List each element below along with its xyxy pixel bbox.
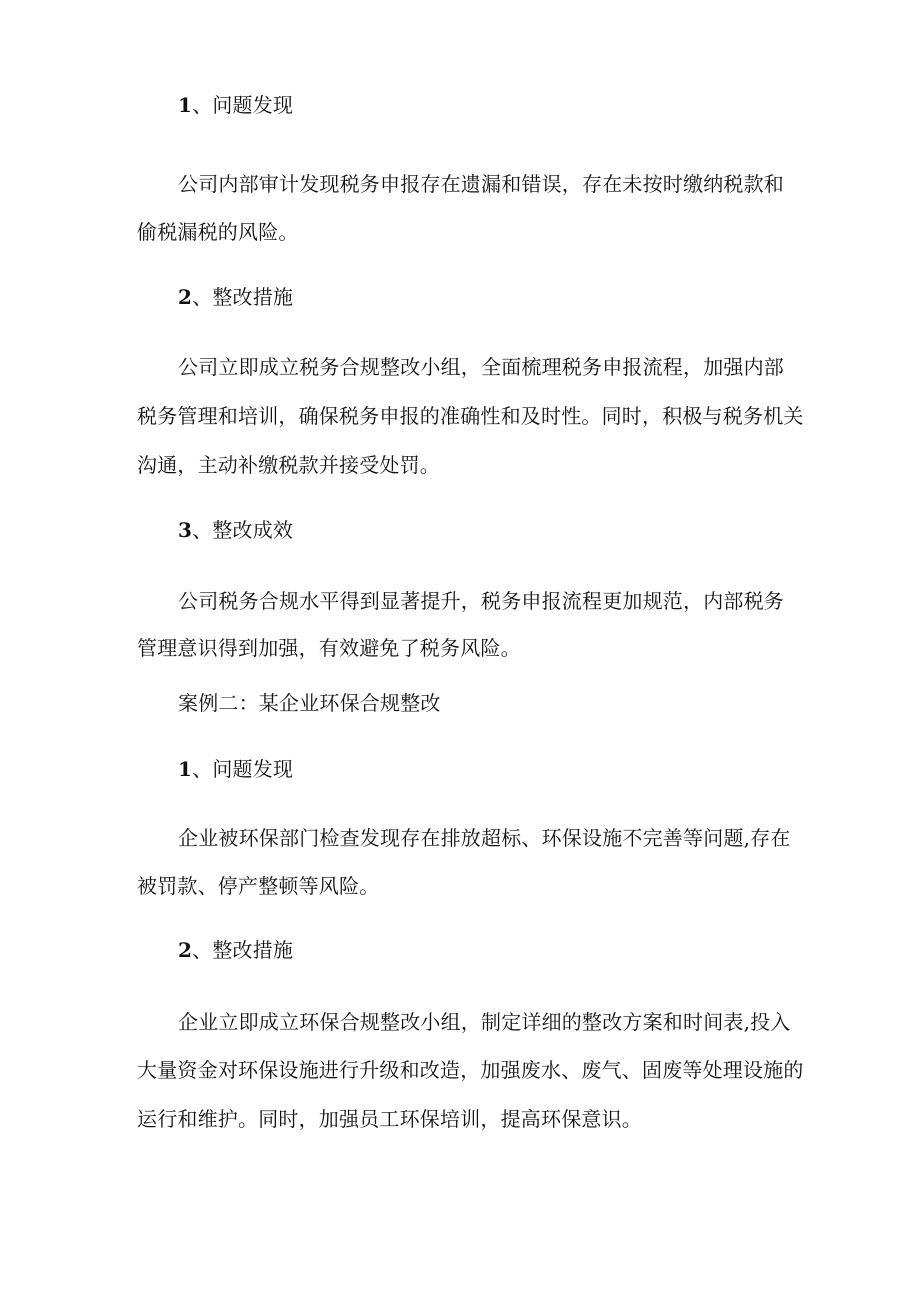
section-number: 2 <box>178 285 193 309</box>
section-title: 、整改措施 <box>192 285 294 309</box>
paragraph-line: 企业被环保部门检查发现存在排放超标、环保设施不完善等问题,存在 <box>178 826 791 850</box>
section-heading <box>178 938 293 962</box>
paragraph-line: 偷税漏税的风险。 <box>137 220 299 244</box>
section-title: 、问题发现 <box>192 757 294 781</box>
section-title: 、整改成效 <box>192 518 294 542</box>
section-heading <box>178 285 293 309</box>
paragraph-line: 公司税务合规水平得到显著提升，税务申报流程更加规范，内部税务 <box>178 589 784 613</box>
paragraph-line: 税务管理和培训，确保税务申报的准确性和及时性。同时，积极与税务机关 <box>137 404 804 428</box>
paragraph-line: 企业立即成立环保合规整改小组，制定详细的整改方案和时间表,投入 <box>178 1010 791 1034</box>
paragraph-line: 被罚款、停产整顿等风险。 <box>137 874 380 898</box>
paragraph-line: 公司内部审计发现税务申报存在遗漏和错误，存在未按时缴纳税款和 <box>178 172 784 196</box>
paragraph-line: 公司立即成立税务合规整改小组，全面梳理税务申报流程，加强内部 <box>178 355 784 379</box>
section-number: 1 <box>178 757 193 781</box>
paragraph-line: 管理意识得到加强，有效避免了税务风险。 <box>137 636 521 660</box>
paragraph-line: 大量资金对环保设施进行升级和改造，加强废水、废气、固废等处理设施的 <box>137 1058 804 1082</box>
section-number: 3 <box>178 518 193 542</box>
section-heading <box>178 757 293 781</box>
case-title: 案例二：某企业环保合规整改 <box>178 691 441 715</box>
section-number: 2 <box>178 938 193 962</box>
paragraph-line: 沟通，主动补缴税款并接受处罚。 <box>137 453 440 477</box>
section-heading <box>178 93 293 117</box>
section-heading <box>178 518 293 542</box>
paragraph-line: 运行和维护。同时，加强员工环保培训，提高环保意识。 <box>137 1107 642 1131</box>
section-title: 、问题发现 <box>192 93 294 117</box>
section-title: 、整改措施 <box>192 938 294 962</box>
section-number: 1 <box>178 93 193 117</box>
